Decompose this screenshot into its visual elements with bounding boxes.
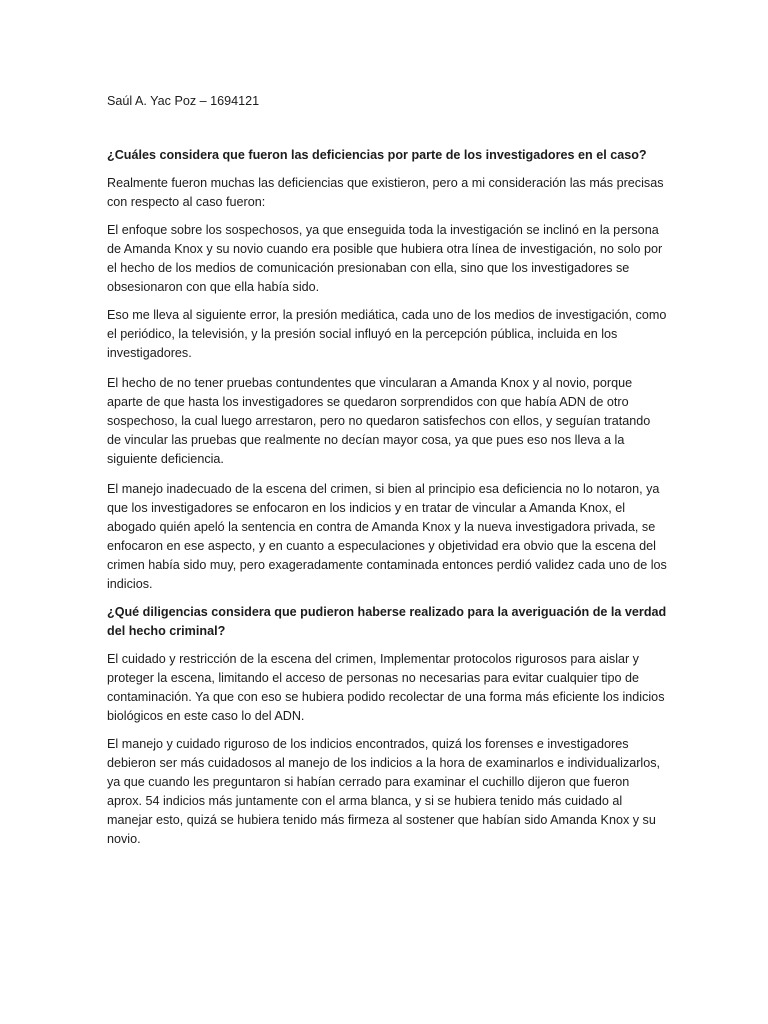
answer-1-paragraph-5: El manejo inadecuado de la escena del crimen, si bien al principio esa deficiencia no lo notaron, ya que los investigadores se enfocaron en los indicios y en tratar de vincular a Amanda Knox, el abogado quién apeló la sentencia en contra de Amanda Knox y la nueva investigadora privada, se enfocaron en ese aspecto, y en cuanto a especulaciones y objetividad era obvio que la escena del crimen había sido muy, pero exageradamente contaminada entonces perdió validez cada uno de los indicios. xyxy=(107,482,667,591)
answer-2-paragraph-1: El cuidado y restricción de la escena del crimen, Implementar protocolos rigurosos para aislar y proteger la escena, limitando el acceso de personas no necesarias para evitar cualquier tipo de contaminación. Ya que con eso se hubiera podido recolectar de una forma más eficiente los indicios biológicos en este caso lo del ADN. xyxy=(107,652,665,723)
author-line: Saúl A. Yac Poz – 1694121 xyxy=(107,94,260,108)
answer-1-paragraph-4: El hecho de no tener pruebas contundentes que vincularan a Amanda Knox y al novio, porque aparte de que hasta los investigadores se quedaron sorprendidos con que había ADN de otro sospechoso, la cual luego arrestaron, pero no quedaron satisfechos con ellos, y seguían tratando de vincular las pruebas que realmente no decían mayor cosa, ya que pues eso nos lleva a la siguiente deficiencia. xyxy=(107,376,651,466)
question-1-heading: ¿Cuáles considera que fueron las deficiencias por parte de los investigadores en el caso? xyxy=(107,148,647,162)
answer-2-paragraph-2: El manejo y cuidado riguroso de los indicios encontrados, quizá los forenses e investigadores debieron ser más cuidadosos al manejo de los indicios a la hora de examinarlos e individualizarlos, ya que cuando les preguntaron si habían cerrado para examinar el cuchillo dijeron que fueron aprox. 54 indicios más juntamente con el arma blanca, y si se hubiera tenido más cuidado al manejar esto, quizá se hubiera tenido más firmeza al sostener que habían sido Amanda Knox y su novio. xyxy=(107,737,661,846)
question-2-heading: ¿Qué diligencias considera que pudieron haberse realizado para la averiguación de la verdad del hecho criminal? xyxy=(107,605,667,638)
answer-1-paragraph-2: El enfoque sobre los sospechosos, ya que enseguida toda la investigación se inclinó en la persona de Amanda Knox y su novio cuando era posible que hubiera otra línea de investigación, no solo por el hecho de los medios de comunicación presionaban con ella, sino que los investigadores se obsesionaron con que ella había sido. xyxy=(107,223,663,294)
answer-1-paragraph-1: Realmente fueron muchas las deficiencias que existieron, pero a mi consideración las más precisas con respecto al caso fueron: xyxy=(107,176,664,209)
answer-1-paragraph-3: Eso me lleva al siguiente error, la presión mediática, cada uno de los medios de investigación, como el periódico, la televisión, y la presión social influyó en la percepción pública, incluida en los investigadores. xyxy=(107,308,667,360)
document-body xyxy=(107,92,667,858)
